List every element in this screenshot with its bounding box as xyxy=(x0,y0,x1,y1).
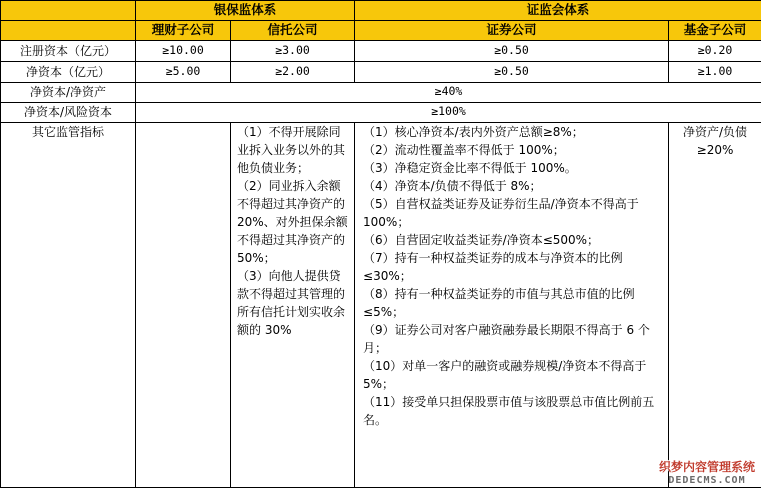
cell-trust: ≥2.00 xyxy=(231,61,355,82)
cell-wealth: ≥10.00 xyxy=(136,40,231,61)
row-net-capital-to-net-assets xyxy=(1,82,761,102)
group-cbrc-header: 银保监体系 xyxy=(136,1,355,21)
cell-trust: ≥3.00 xyxy=(231,40,355,61)
list-item: （11）接受单只担保股票市值与该股票总市值比例前五名。 xyxy=(363,394,655,427)
header-row-columns xyxy=(1,20,761,40)
corner-cell xyxy=(1,1,136,21)
col-header-wealth: 理财子公司 xyxy=(136,20,231,40)
row-label: 净资本（亿元） xyxy=(1,61,136,82)
cell-merged-value: ≥100% xyxy=(136,102,761,122)
list-item: （10）对单一客户的融资或融券规模/净资本不得高于 5%； xyxy=(363,358,647,391)
cell-wealth: ≥5.00 xyxy=(136,61,231,82)
cell-trust-list xyxy=(231,122,355,488)
list-item: （9）证券公司对客户融资融券最长期限不得高于 6 个月； xyxy=(363,322,650,355)
row-label: 其它监管指标 xyxy=(1,122,136,488)
col-header-securities: 证券公司 xyxy=(355,20,669,40)
group-csrc-header: 证监会体系 xyxy=(355,1,761,21)
col-header-fund: 基金子公司 xyxy=(669,20,761,40)
list-item: （3）净稳定资金比率不得低于 100%。 xyxy=(363,160,577,175)
list-item: （3）向他人提供贷款不得超过其管理的所有信托计划实收余额的 30% xyxy=(237,268,346,337)
cell-fund: ≥1.00 xyxy=(669,61,761,82)
list-item: （7）持有一种权益类证券的成本与净资本的比例≤30%； xyxy=(363,250,623,283)
cell-fund xyxy=(669,122,761,488)
header-row-groups xyxy=(1,1,761,21)
cell-securities: ≥0.50 xyxy=(355,61,669,82)
list-item: （5）自营权益类证券及证券衍生品/净资本不得高于 100%； xyxy=(363,196,639,229)
row-label: 注册资本（亿元） xyxy=(1,40,136,61)
corner-cell-2 xyxy=(1,20,136,40)
list-item: （6）自营固定收益类证券/净资本≤500%； xyxy=(363,232,600,247)
cell-securities-list xyxy=(355,122,669,488)
row-registered-capital xyxy=(1,40,761,61)
list-item: （2）流动性覆盖率不得低于 100%； xyxy=(363,142,565,157)
fund-indicator-value: ≥20% xyxy=(696,142,734,157)
cell-merged-value: ≥40% xyxy=(136,82,761,102)
row-label: 净资本/风险资本 xyxy=(1,102,136,122)
list-item: （1）核心净资本/表内外资产总额≥8%； xyxy=(363,124,584,139)
list-item: （2）同业拆入余额不得超过其净资产的 20%、对外担保余额不得超过其净资产的 50%； xyxy=(237,178,348,265)
watermark-title: 织梦内容管理系统 xyxy=(658,460,755,474)
row-net-capital-to-risk-capital xyxy=(1,102,761,122)
cell-fund: ≥0.20 xyxy=(669,40,761,61)
fund-indicator-label: 净资产/负债 xyxy=(683,124,748,139)
list-item: （4）净资本/负债不得低于 8%； xyxy=(363,178,542,193)
list-item: （8）持有一种权益类证券的市值与其总市值的比例≤5%； xyxy=(363,286,635,319)
list-item: （1）不得开展除同业拆入业务以外的其他负债业务； xyxy=(237,124,346,175)
row-other-indicators xyxy=(1,122,761,488)
row-net-capital xyxy=(1,61,761,82)
cell-securities: ≥0.50 xyxy=(355,40,669,61)
row-label: 净资本/净资产 xyxy=(1,82,136,102)
cell-wealth xyxy=(136,122,231,488)
watermark-domain: DEDECMS.COM xyxy=(668,475,746,486)
col-header-trust: 信托公司 xyxy=(231,20,355,40)
